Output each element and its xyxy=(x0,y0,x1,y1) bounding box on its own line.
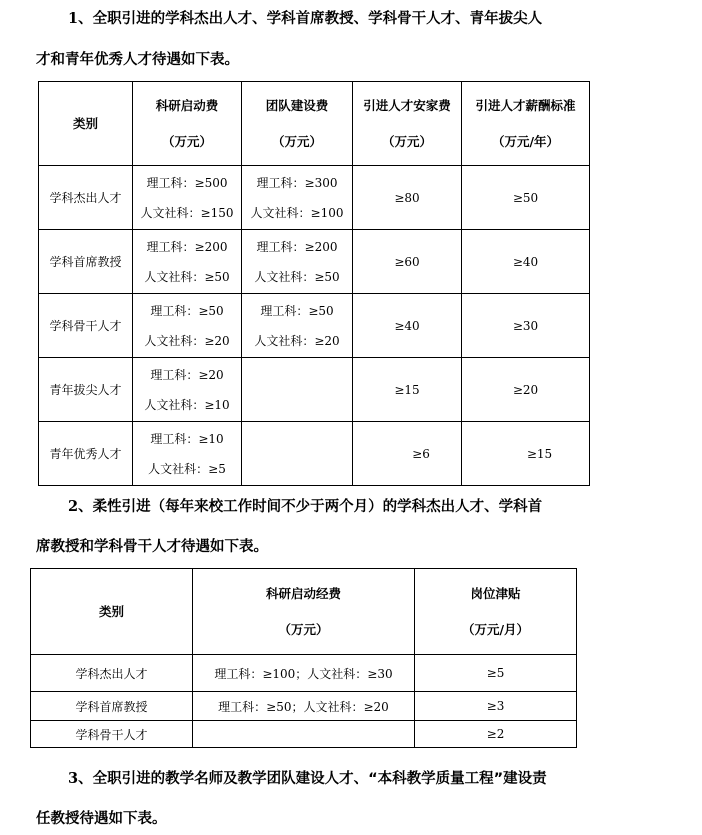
salary-cell: ≥30 xyxy=(462,294,590,358)
paragraph-3-line-2: 任教授待遇如下表。 xyxy=(36,811,167,827)
housing-cell: ≥15 xyxy=(353,358,462,422)
research-fund-cell: 理工科：≥10 人文社科：≥5 xyxy=(133,422,242,486)
paragraph-1 xyxy=(36,9,596,70)
table-1-header-row xyxy=(39,82,590,166)
research-fund-cell xyxy=(193,721,415,748)
paragraph-3 xyxy=(36,769,596,829)
research-fund-cell: 理工科：≥20 人文社科：≥10 xyxy=(133,358,242,422)
paragraph-2 xyxy=(36,497,596,557)
housing-cell: ≥40 xyxy=(353,294,462,358)
team-fund-cell: 理工科：≥300 人文社科：≥100 xyxy=(242,166,353,230)
research-fund-cell: 理工科：≥500 人文社科：≥150 xyxy=(133,166,242,230)
category-cell: 学科首席教授 xyxy=(31,692,193,721)
team-fund-cell xyxy=(242,422,353,486)
category-cell: 学科杰出人才 xyxy=(39,166,133,230)
header-housing: 引进人才安家费 （万元） xyxy=(353,82,462,166)
team-fund-cell: 理工科：≥200 人文社科：≥50 xyxy=(242,230,353,294)
category-cell: 学科首席教授 xyxy=(39,230,133,294)
salary-cell: ≥40 xyxy=(462,230,590,294)
paragraph-1-number: 1 xyxy=(68,10,79,27)
table-row xyxy=(39,294,590,358)
salary-cell: ≥20 xyxy=(462,358,590,422)
table-row xyxy=(39,166,590,230)
header-research-fund: 科研启动经费 （万元） xyxy=(193,569,415,655)
header-category: 类别 xyxy=(39,82,133,166)
header-team-fund: 团队建设费 （万元） xyxy=(242,82,353,166)
salary-cell: ≥50 xyxy=(462,166,590,230)
flexible-benefits-table xyxy=(30,568,577,748)
housing-cell: ≥80 xyxy=(353,166,462,230)
table-row xyxy=(39,358,590,422)
category-cell: 学科骨干人才 xyxy=(39,294,133,358)
paragraph-2-number: 2 xyxy=(68,498,79,515)
paragraph-1-line-1: 、全职引进的学科杰出人才、学科首席教授、学科骨干人才、青年拔尖人 xyxy=(78,11,543,27)
header-category: 类别 xyxy=(31,569,193,655)
paragraph-2-line-1: 、柔性引进（每年来校工作时间不少于两个月）的学科杰出人才、学科首 xyxy=(78,499,543,515)
table-row xyxy=(31,721,577,748)
table-row xyxy=(31,692,577,721)
category-cell: 青年拔尖人才 xyxy=(39,358,133,422)
team-fund-cell xyxy=(242,358,353,422)
allowance-cell: ≥2 xyxy=(415,721,577,748)
research-fund-cell: 理工科：≥100；人文社科：≥30 xyxy=(193,655,415,692)
research-fund-cell: 理工科：≥50 人文社科：≥20 xyxy=(133,294,242,358)
category-cell: 青年优秀人才 xyxy=(39,422,133,486)
allowance-cell: ≥3 xyxy=(415,692,577,721)
housing-cell: ≥6 xyxy=(353,422,462,486)
table-row xyxy=(39,230,590,294)
paragraph-3-line-1: 、全职引进的教学名师及教学团队建设人才、“本科教学质量工程”建设责 xyxy=(78,771,547,787)
paragraph-2-line-2: 席教授和学科骨干人才待遇如下表。 xyxy=(36,539,268,555)
table-row xyxy=(31,655,577,692)
header-salary: 引进人才薪酬标准 （万元/年） xyxy=(462,82,590,166)
category-cell: 学科杰出人才 xyxy=(31,655,193,692)
allowance-cell: ≥5 xyxy=(415,655,577,692)
paragraph-3-number: 3 xyxy=(68,770,79,787)
research-fund-cell: 理工科：≥50；人文社科：≥20 xyxy=(193,692,415,721)
research-fund-cell: 理工科：≥200 人文社科：≥50 xyxy=(133,230,242,294)
table-row xyxy=(39,422,590,486)
paragraph-1-line-2: 才和青年优秀人才待遇如下表。 xyxy=(36,52,239,68)
fulltime-benefits-table xyxy=(38,81,590,486)
housing-cell: ≥60 xyxy=(353,230,462,294)
header-research-fund: 科研启动费 （万元） xyxy=(133,82,242,166)
header-allowance: 岗位津贴 （万元/月） xyxy=(415,569,577,655)
team-fund-cell: 理工科：≥50 人文社科：≥20 xyxy=(242,294,353,358)
category-cell: 学科骨干人才 xyxy=(31,721,193,748)
salary-cell: ≥15 xyxy=(462,422,590,486)
table-2-header-row xyxy=(31,569,577,655)
